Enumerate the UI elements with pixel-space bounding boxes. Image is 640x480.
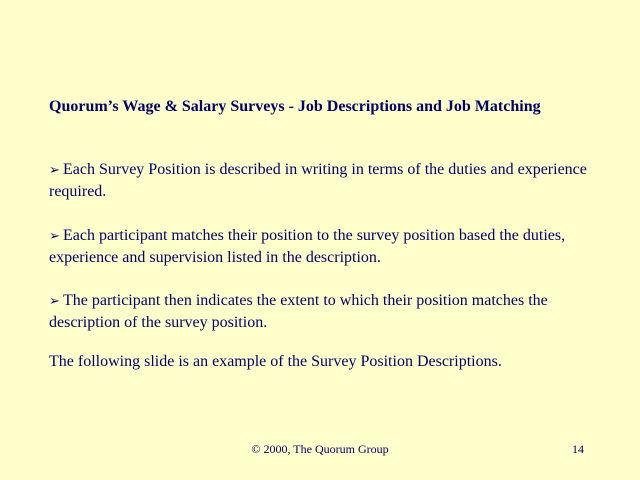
arrow-bullet-icon: ➢: [49, 293, 60, 308]
arrow-bullet-icon: ➢: [49, 228, 60, 243]
bullet-item: [49, 225, 609, 269]
bullet-text: The participant then indicates the extent to which their position matches the description of the survey position.: [49, 292, 548, 331]
arrow-bullet-icon: ➢: [49, 162, 60, 177]
bullet-item: [49, 159, 609, 203]
closing-text: The following slide is an example of the Survey Position Descriptions.: [49, 353, 502, 370]
bullet-text: Each Survey Position is described in writing in terms of the duties and experience required.: [49, 161, 587, 200]
footer-copyright: © 2000, The Quorum Group: [251, 442, 389, 456]
bullet-text: Each participant matches their position to the survey position based the duties, experience and supervision listed in the description.: [49, 227, 566, 266]
page-number: 14: [572, 442, 584, 456]
bullet-item: [49, 290, 609, 334]
slide-title: Quorum’s Wage & Salary Surveys - Job Descriptions and Job Matching: [49, 98, 541, 115]
